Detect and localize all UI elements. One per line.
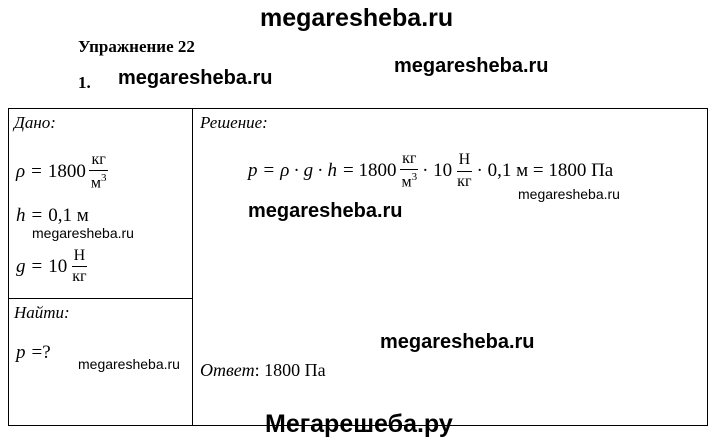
- given-g: [16, 247, 92, 287]
- g-eq: =: [31, 255, 43, 277]
- g-unit-num: Н: [72, 247, 88, 267]
- table-horizontal-divider: [8, 298, 193, 299]
- exercise-item-number: 1.: [78, 73, 91, 92]
- h-symbol: h: [16, 205, 26, 226]
- given-label: Дано:: [14, 113, 56, 132]
- answer-value: : 1800 Па: [254, 360, 326, 380]
- rho-value: 1800: [47, 161, 86, 183]
- sol-eq1: =: [263, 160, 275, 182]
- find-symbol: p: [16, 342, 26, 363]
- g-value: 10: [48, 255, 68, 277]
- sol-dot2: ·: [317, 160, 324, 182]
- rho-symbol: ρ: [16, 161, 26, 183]
- sol-unit2-fraction: [455, 151, 473, 191]
- solution-label: Решение:: [200, 113, 268, 132]
- given-rho: [16, 151, 111, 193]
- g-unit-fraction: [70, 247, 88, 287]
- sol-p: p: [248, 160, 258, 182]
- watermark-right: megaresheba.ru: [394, 55, 549, 77]
- sol-dot1: ·: [293, 160, 300, 182]
- h-value: 0,1 м: [48, 205, 89, 226]
- watermark-top: megaresheba.ru: [260, 4, 454, 32]
- answer-line: [200, 360, 326, 381]
- given-h: [16, 205, 89, 227]
- sol-mult10: · 10: [422, 160, 453, 182]
- rho-unit-num: кг: [89, 151, 107, 171]
- rho-eq: =: [31, 161, 42, 183]
- watermark-given: megaresheba.ru: [32, 225, 134, 241]
- watermark-solution-mid: megaresheba.ru: [248, 200, 403, 222]
- sol-tail: · 0,1 м = 1800 Па: [476, 160, 614, 182]
- sol-unit1-num: кг: [400, 150, 418, 170]
- watermark-find: megaresheba.ru: [78, 356, 180, 372]
- sol-unit2-den: кг: [457, 172, 472, 190]
- watermark-solution-lower: megaresheba.ru: [380, 331, 535, 353]
- watermark-item: megaresheba.ru: [118, 67, 273, 89]
- watermark-solution-small: megaresheba.ru: [518, 186, 620, 202]
- sol-rho: ρ: [280, 160, 290, 182]
- find-expression: [16, 342, 51, 364]
- sol-unit1-den: $м^3$: [401, 171, 418, 191]
- watermark-bottom: Мегарешеба.ру: [265, 410, 453, 438]
- sol-unit1-fraction: [399, 150, 419, 192]
- h-eq: =: [31, 205, 43, 226]
- exercise-title: Упражнение 22: [78, 37, 195, 56]
- g-symbol: g: [16, 255, 26, 277]
- rho-unit-den: $м^3$: [90, 172, 107, 192]
- find-rest: =?: [31, 342, 51, 363]
- answer-label: Ответ: [200, 360, 255, 380]
- find-label: Найти:: [14, 303, 70, 322]
- rho-unit-fraction: [89, 151, 109, 193]
- sol-eq2: = 1800: [343, 160, 397, 182]
- sol-unit2-num: Н: [457, 151, 473, 171]
- table-vertical-divider: [192, 108, 193, 426]
- sol-h: h: [327, 160, 337, 182]
- sol-g: g: [303, 160, 314, 182]
- g-unit-den: кг: [72, 268, 87, 286]
